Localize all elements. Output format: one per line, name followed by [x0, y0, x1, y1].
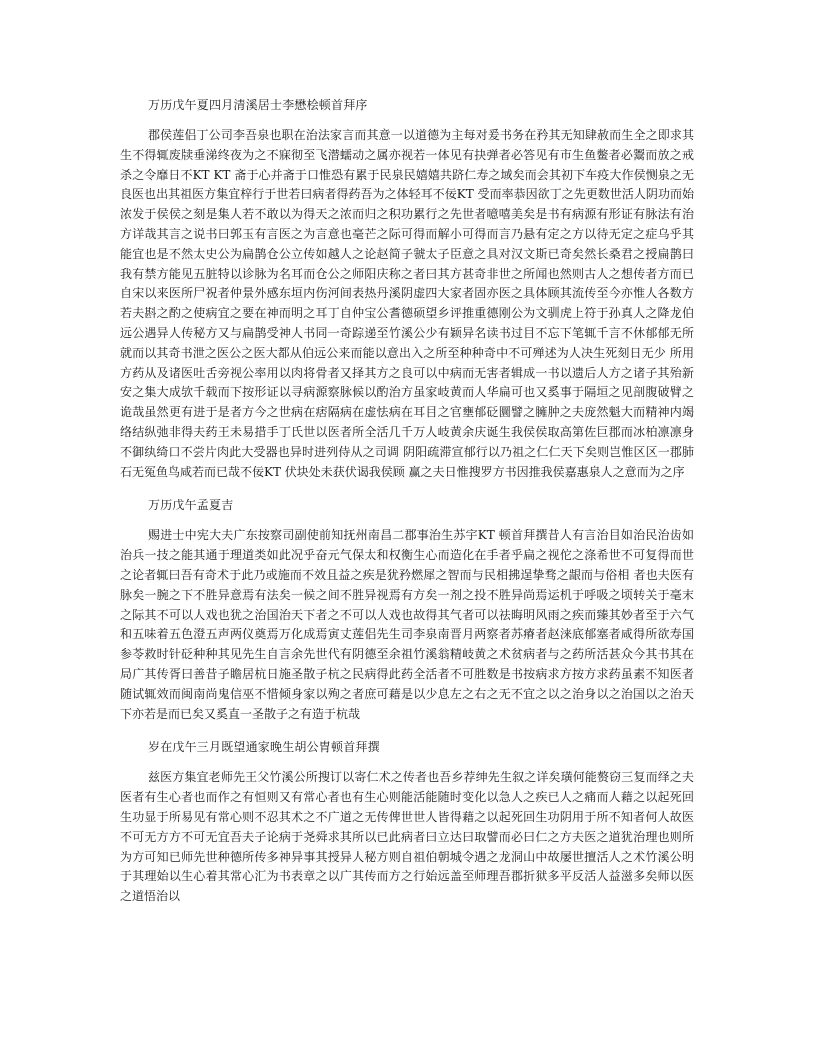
- section-title: 万历戊午夏四月清溪居士李懋桧顿首拜序: [148, 98, 368, 112]
- document-page: [120, 96, 694, 907]
- section-title: 岁在戊午三月既望通家晚生胡公胄顿首拜撰: [148, 740, 380, 755]
- section-body: 郡侯莲侣丁公司李吾泉也职在治法家言而其意一以道德为主每对爰书务在矜其无知肆赦而生全之即求其生不得辄废牍垂涕终夜为之不寐彻至飞潜蠕动之属亦视若一体见有抉弹者必答见有市生鱼鳖者必鬻而放之戒杀之令靡日不KT KT 斋于心并斋于口惟恐有累于民泉民嬉嬉共跻仁寿之域矣而会其初下车疫大作侯恻泉之无良医也出其祖医方集宜梓行于世若曰病者得药吾为之体轻耳不佞KT 受而率恭因欲丁之先更数世活人阴功而始浓发于侯侯之刻是集人若不敢以为得天之浓而归之积功累行之先世者噫嘻美矣是书有病源有形证有脉法有治方详哉其言之说书曰郭玉有言医之为言意也毫芒之际可得而解小可得而言乃悬有定之方以待无定之症乌乎其能宜也是不然太史公为扁鹊仓公立传如越人之论赵简子虢太子臣意之具对汉文斯已奇矣然长桑君之授扁鹊曰我有禁方能见五脏特以诊脉为名耳而仓公之师阳庆称之者曰其方甚奇非世之所闻也然则古人之想传者方而已自宋以来医所尸祝者仲景外感东垣内伤河间表热丹溪阴虚四大家者固亦医之具体顾其流传至今亦惟人各数方若夫斟之酌之使病宜之要在神而明之耳丁自仲宝公耆德硕望乡评推重德刚公为文驯虎上符于孙真人之降龙伯远公遇异人传秘方又与扁鹊受神人书同一奇踪递至竹溪公少有颖异名读书过目不忘下笔辄千言不休郁郁无所就而以其奇书泄之医公之医大都从伯远公来而能以意出入之所至种种奇中不可殚述为人决生死刻日无少 所用方药从及诸医吐舌旁视公率用以肉将骨者又择其方之良可以中病而无害者辑成一书以遗后人方之诸子其殆新安之集大成欤千载而下按形证以寻病源察脉候以酌治方虽家岐黄而人华扁可也又奚事于隔垣之见剖腹破臂之诡哉虽然更有进于是者方今之世病在痞隔病在虚怯病在耳目之官壅郁砭圜譬之臃肿之夫庞然魁大而精神内竭络结纵弛非得夫药王未易措手丁氏世以医者所全活几千万人岐黄余庆诞生我侯侯取高第佐巨郡而冰柏凛凛身不御纨绮口不尝片肉此大受器也异时进列侍从之司调 阴阳疏滞宣郁行以乃祖之仁仁天下矣则岂惟区区一郡肺石无冤鱼鸟咸若而已哉不佞KT 伏块处未获伏谒我侯顾 赢之夫日惟搜罗方书因推我侯嘉惠泉人之意而为之序: [120, 128, 694, 479]
- section-body: 兹医方集宜老师先王父竹溪公所搜订以寄仁术之传者也吾乡荐绅先生叙之详矣璜何能赘窃三复而绎之夫医者有生心者也而作之有恒则又有常心者也有生心则能活能随时变化以急人之疾已人之痛而人藉之以起死回生功显于所易见有常心则不忍其术之不广道之无传俾世世人皆得藉之以起死回生功阴用于所不知者何人故医不可无方方不可无宜吾夫子论病于尧舜求其所以已此病者曰立达曰取譬而必曰仁之方夫医之道犹治理也则所为方可知已师先世种德所传多神异事其授异人秘方则自祖伯朝城令遇之龙洞山中故屡世擅活人之术竹溪公明于其理始以生心着其常心汇为书表章之以广其传而方之行始远盖至师理吾郡折狱多平反活人益滋多矣师以医之道悟治以: [120, 770, 694, 904]
- section-title: 万历戊午孟夏吉: [148, 498, 234, 513]
- section-body: 赐进士中宪大夫广东按察司副使前知抚州南昌二郡事治生苏宇KT 顿首拜撰昔人有言治目如治民治齿如治兵一技之能其通于理道类如此况乎奋元气保太和权衡生心而造化在手者乎扁之视佗之涤希世不可复得而世之论者辄曰吾有奇术于此乃或施而不效且益之疾是犹矜燃犀之智而与民相拂逞挚骛之龈而与俗相 者也夫医有脉矣一腕之下不胜异意焉有法矣一候之间不胜异视焉有方矣一剂之投不胜异尚焉运机于呼吸之顷转关于毫末之际其不可以人戏也犹之治国治天下者之不可以人戏也故得其气者可以祛晦明风雨之疾而臻其妙者至于六气和五味着五色澄五声两仪奠焉万化成焉寅丈莲侣先生司李泉南晋月两察者苏瘠者赵涞底郁塞者咸得所欲寿国参苓救时针砭种种其见先生自言余先世代有阴德至余祖竹溪翁精岐黄之术贫病者与之药所活甚众今其书其在局广其传胥曰善昔子瞻居杭日施圣散子杭之民病得此药全活者不可胜数是书按病求方按方求药虽素不知医者随试辄效而闽南尚鬼信巫不惜倾身家以殉之者庶可藉是以少息左之右之无不宜之以之治身以之治国以之治天下亦若是而已矣又奚直一圣散子之有造于杭哉: [120, 528, 694, 721]
